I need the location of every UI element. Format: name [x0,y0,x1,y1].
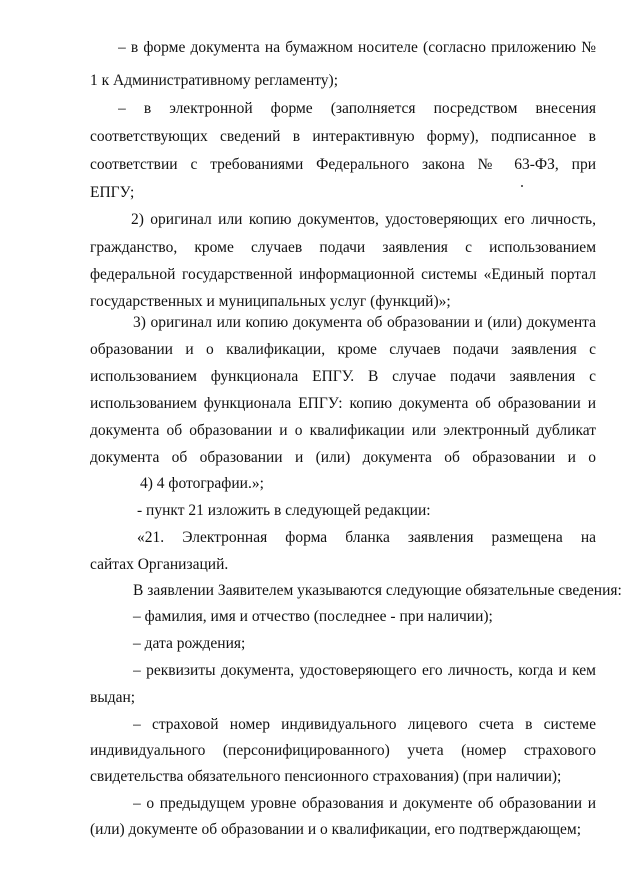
text-line-2: 1 к Административному регламенту); [90,72,339,89]
text-line-1: – в форме документа на бумажном носителе (согласно приложению № [118,39,596,56]
text-line-4: соответствующих сведений в интерактивную форму), подписанное в [90,128,596,145]
text-line-26: – страховой номер индивидуального лицевого счета в системе [133,716,596,733]
text-line-20: сайтах Организаций. [90,556,229,573]
text-line-23: – дата рождения; [133,635,246,652]
text-line-3: – в электронной форме (заполняется посредством внесения [118,100,596,117]
text-line-24: – реквизиты документа, удостоверяющего его личность, когда и кем [133,662,596,679]
text-line-7: 2) оригинал или копию документов, удостоверяющих его личность, [131,211,596,228]
text-line-15: документа об образовании и о квалификации или электронный дубликат [90,422,596,439]
text-line-27: индивидуального (персонифицированного) учета (номер страхового [90,742,596,759]
text-line-14: использованием функционала ЕПГУ: копию документа об образовании и [90,395,596,412]
text-line-5: соответствии с требованиями Федерального закона № 63-ФЗ, при [90,156,596,173]
text-line-21: В заявлении Заявителем указываются следующие обязательные сведения: [133,582,622,599]
text-line-13: использованием функционала ЕПГУ. В случае подачи заявления с [90,368,596,385]
text-line-8: гражданство, кроме случаев подачи заявления с использованием [90,239,596,256]
text-line-6: ЕПГУ; [90,184,135,201]
text-line-12: образовании и о квалификации, кроме случаев подачи заявления с [90,341,596,358]
scan-speck [521,185,523,187]
text-line-28: свидетельства обязательного пенсионного страхования) (при наличии); [90,768,562,785]
text-line-22: – фамилия, имя и отчество (последнее - при наличии); [133,608,493,625]
text-line-10: государственных и муниципальных услуг (функций)»; [90,293,451,310]
text-line-17: 4) 4 фотографии.»; [140,475,264,492]
text-line-16: документа об образовании и (или) документа об образовании и о [90,449,596,466]
text-line-29: – о предыдущем уровне образования и документе об образовании и [133,795,596,812]
text-line-18: - пункт 21 изложить в следующей редакции: [137,502,431,519]
text-line-19: «21. Электронная форма бланка заявления размещена на [137,529,596,546]
text-line-25: выдан; [90,689,136,706]
text-line-11: 3) оригинал или копию документа об образовании и (или) документа [133,314,596,331]
text-line-30: (или) документе об образовании и о квалификации, его подтверждающем; [90,821,582,838]
text-line-9: федеральной государственной информационной системы «Единый портал [90,266,596,283]
